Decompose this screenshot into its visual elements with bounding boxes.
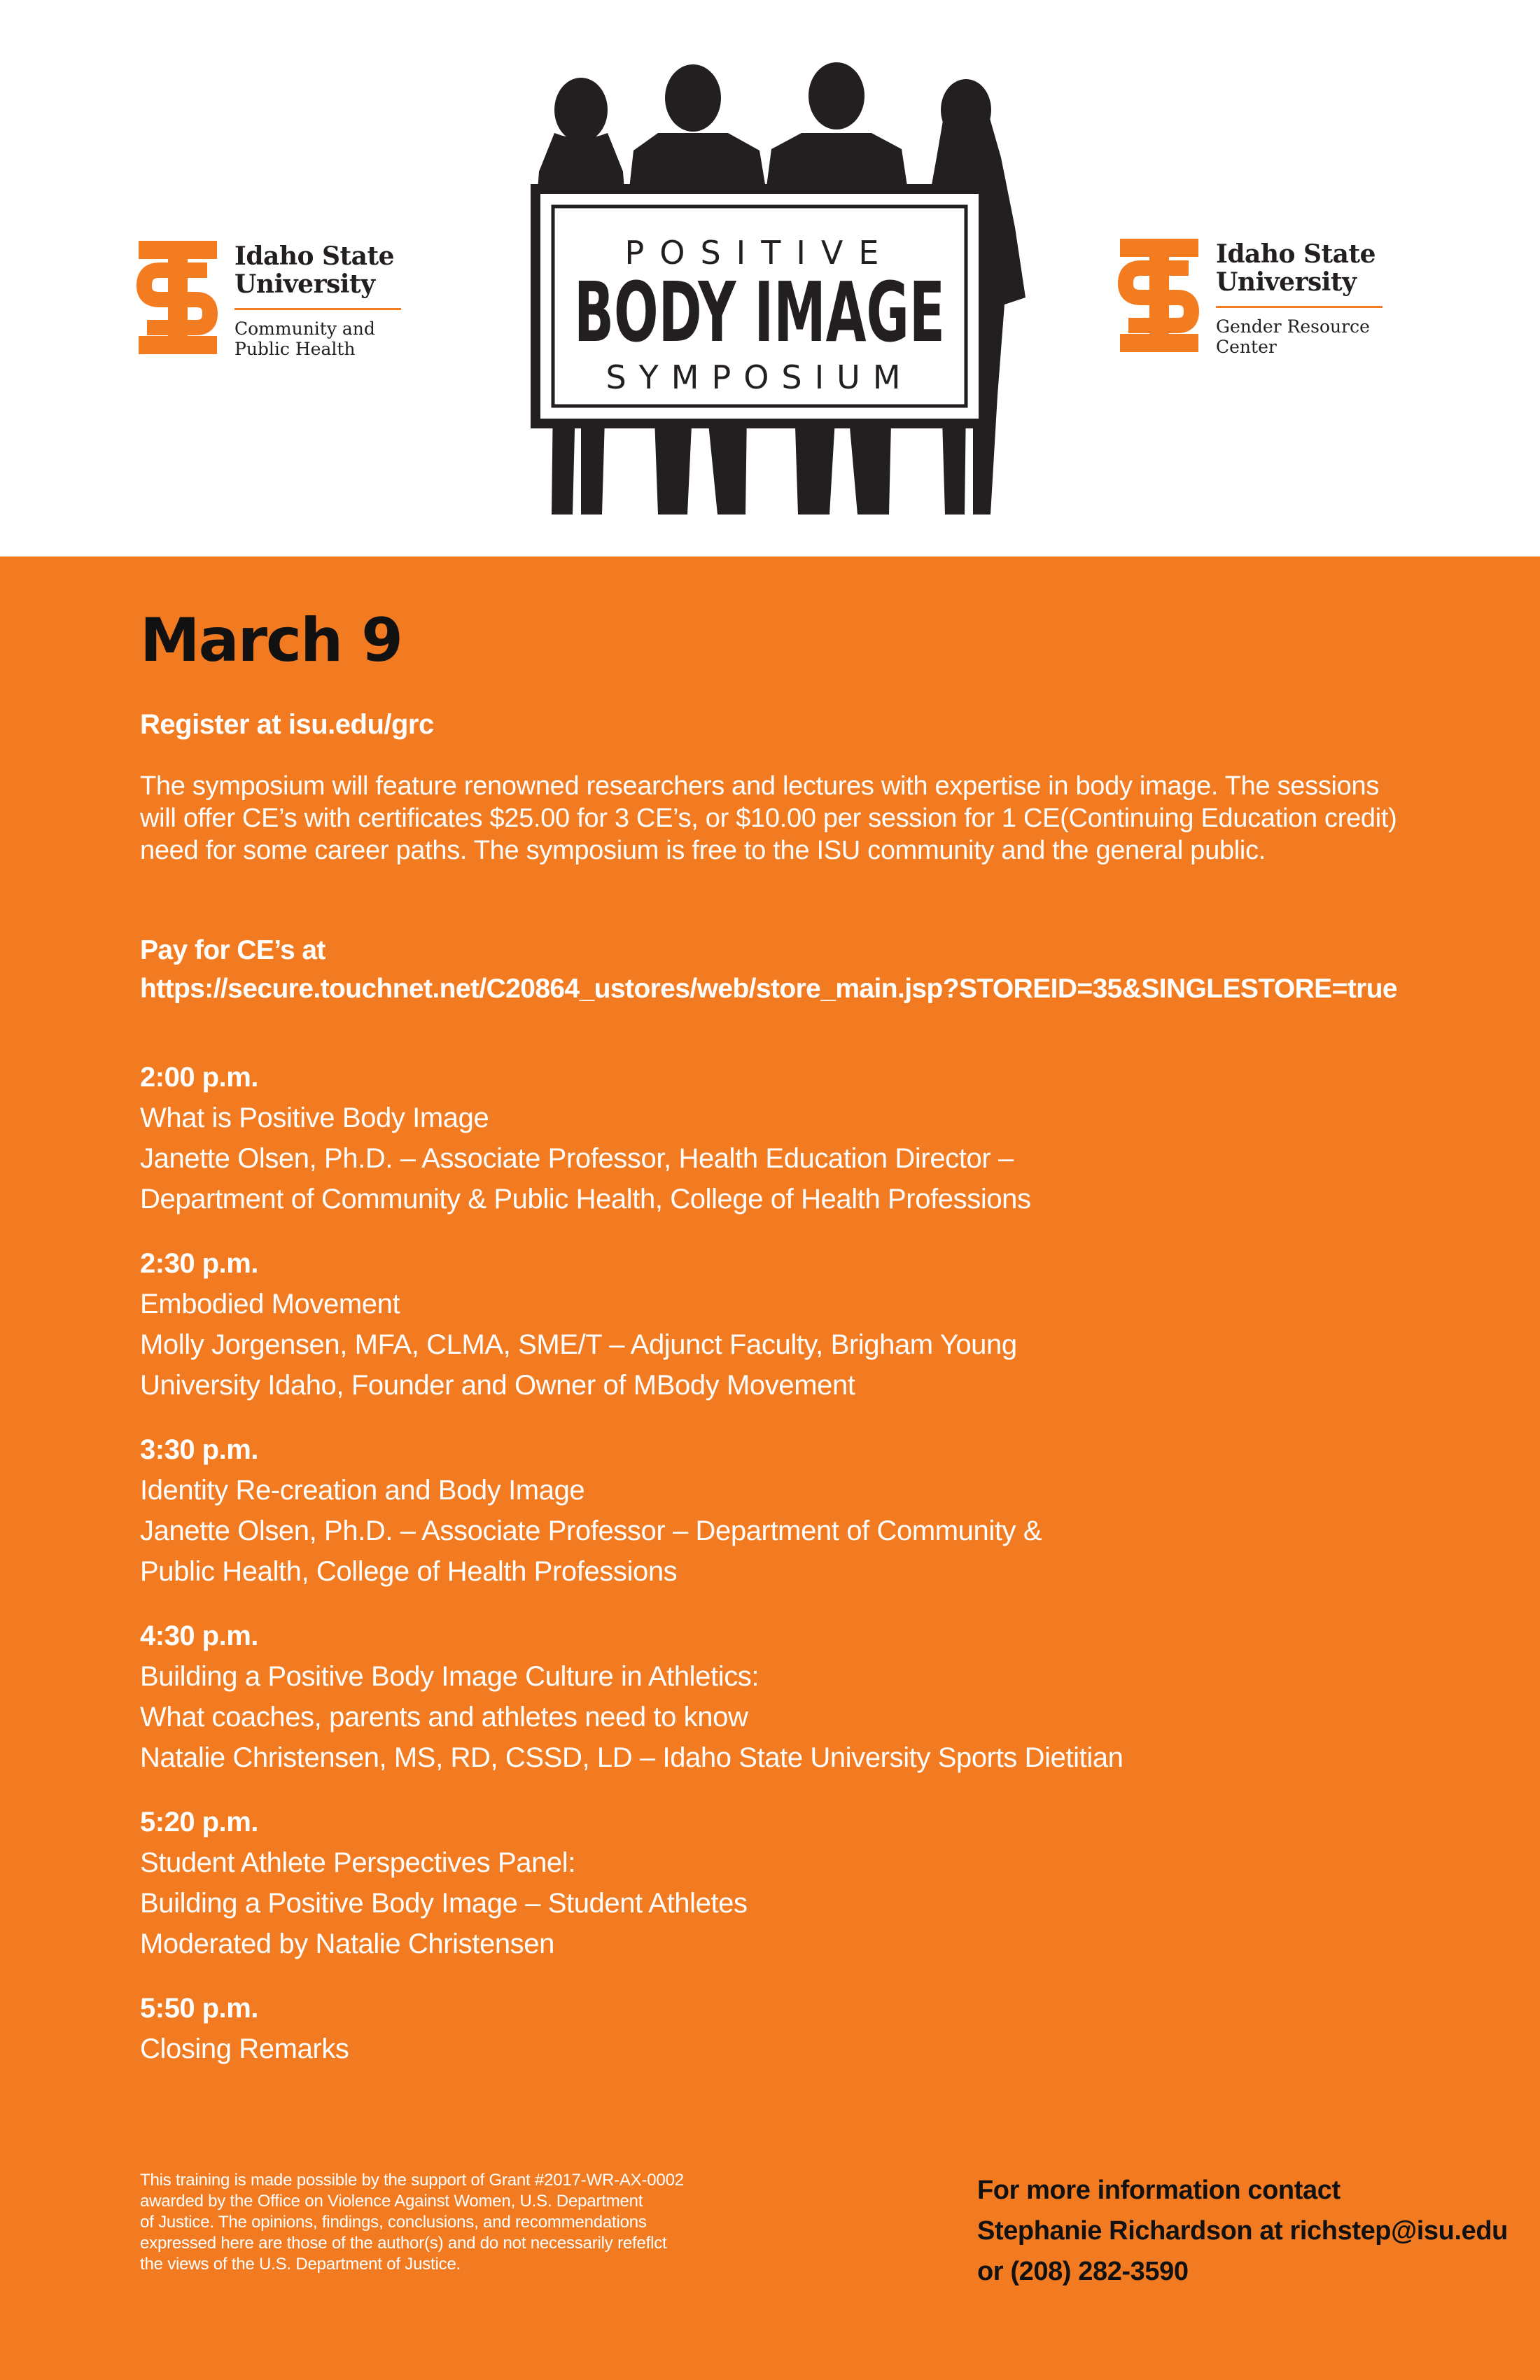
pay-for-ce-section: [140, 931, 1533, 1008]
session-subtitle: Building a Positive Body Image – Student Athletes: [140, 1888, 748, 1919]
session-presenter: Janette Olsen, Ph.D. – Associate Professor – Department of Community &: [140, 1516, 1042, 1546]
session-time: 3:30 p.m.: [140, 1434, 258, 1465]
grant-line: of Justice. The opinions, findings, conclusions, and recommendations: [140, 2213, 647, 2232]
department-name-line1: Gender Resource: [1216, 316, 1370, 337]
grant-disclaimer: [140, 2170, 784, 2275]
register-link-text[interactable]: Register at isu.edu/grc: [140, 709, 434, 740]
contact-phone-line[interactable]: or (208) 282-3590: [977, 2257, 1189, 2286]
university-name-line1: Idaho State: [1216, 239, 1376, 269]
session-presenter: Public Health, College of Health Professions: [140, 1556, 678, 1587]
schedule-item: [140, 1243, 1470, 1406]
grant-line: This training is made possible by the support of Grant #2017-WR-AX-0002: [140, 2171, 684, 2190]
schedule-item: [140, 1988, 1470, 2069]
grant-line: awarded by the Office on Violence Against Women, U.S. Department: [140, 2192, 643, 2211]
session-presenter: Natalie Christensen, MS, RD, CSSD, LD – Idaho State University Sports Dietitian: [140, 1742, 1124, 1773]
positive-body-image-symposium-logo: [483, 66, 1057, 522]
session-title: Closing Remarks: [140, 2033, 349, 2064]
isu-monogram-icon: [139, 241, 217, 354]
pay-url-link[interactable]: https://secure.touchnet.net/C20864_ustores/web/store_main.jsp?STOREID=35&SINGLESTORE=true: [140, 974, 1398, 1004]
session-presenter: University Idaho, Founder and Owner of MBody Movement: [140, 1370, 855, 1401]
university-name-line2: University: [234, 270, 375, 299]
department-name-line2: Public Health: [234, 339, 356, 359]
session-time: 5:20 p.m.: [140, 1807, 258, 1837]
university-name-line1: Idaho State: [234, 241, 395, 271]
session-title: Building a Positive Body Image Culture in Athletics:: [140, 1661, 760, 1692]
session-time: 4:30 p.m.: [140, 1620, 258, 1651]
department-name-line2: Center: [1216, 337, 1277, 357]
schedule-item: [140, 1429, 1470, 1592]
schedule-item: [140, 1616, 1470, 1778]
session-title: Embodied Movement: [140, 1289, 400, 1320]
session-time: 5:50 p.m.: [140, 1993, 258, 2024]
session-subtitle: What coaches, parents and athletes need to know: [140, 1702, 748, 1732]
grant-line: the views of the U.S. Department of Justice.: [140, 2255, 461, 2274]
schedule-list: [140, 1057, 1470, 2093]
logo-divider: [234, 308, 401, 310]
contact-info: [977, 2170, 1509, 2292]
session-title: Identity Re-creation and Body Image: [140, 1475, 585, 1506]
schedule-item: [140, 1802, 1470, 1964]
banner-top-word: POSITIVE: [624, 234, 895, 272]
session-presenter: Janette Olsen, Ph.D. – Associate Professor, Health Education Director –: [140, 1143, 1014, 1174]
session-presenter: Molly Jorgensen, MFA, CLMA, SME/T – Adjunct Faculty, Brigham Young: [140, 1329, 1017, 1360]
event-date: March 9: [140, 606, 402, 676]
isu-monogram-icon: [1120, 239, 1198, 352]
schedule-item: [140, 1057, 1470, 1219]
department-name-line1: Community and: [234, 318, 375, 339]
university-name-line2: University: [1216, 267, 1357, 297]
intro-paragraph: The symposium will feature renowned researchers and lectures with expertise in body image. The sessions will offer CE’s with certificates $25.00 for 3 CE’s, or $10.00 per session for 1 CE(Continuing Education credit) need for some career paths. The symposium is free to the ISU community and the general public.: [140, 771, 1397, 865]
session-title: Student Athlete Perspectives Panel:: [140, 1847, 575, 1878]
logo-divider: [1216, 306, 1382, 308]
banner-main-title: BODY IMAGE: [574, 264, 945, 360]
session-time: 2:30 p.m.: [140, 1248, 258, 1279]
header: [0, 0, 1540, 556]
grant-line: expressed here are those of the author(s) and do not necessarily refeflct: [140, 2234, 667, 2253]
session-time: 2:00 p.m.: [140, 1062, 258, 1093]
contact-email-line[interactable]: Stephanie Richardson at richstep@isu.edu: [977, 2216, 1508, 2246]
session-presenter: Moderated by Natalie Christensen: [140, 1928, 554, 1959]
session-presenter: Department of Community & Public Health, College of Health Professions: [140, 1184, 1031, 1214]
event-details: [0, 556, 1540, 2380]
session-title: What is Positive Body Image: [140, 1102, 489, 1133]
pay-label: Pay for CE’s at: [140, 935, 326, 965]
contact-line: For more information contact: [977, 2176, 1340, 2205]
banner-bottom-word: SYMPOSIUM: [606, 358, 913, 396]
